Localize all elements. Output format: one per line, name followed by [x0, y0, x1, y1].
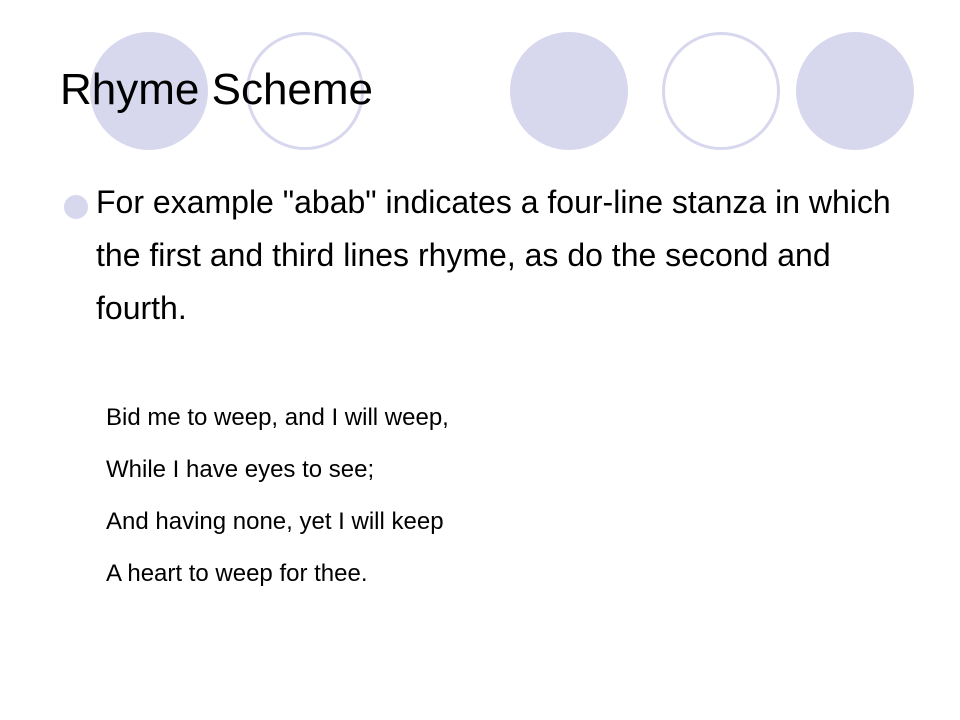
decorative-circle-filled	[796, 32, 914, 150]
poem-stanza	[106, 392, 449, 600]
poem-line: A heart to weep for thee.	[106, 560, 368, 587]
decorative-circle-filled	[510, 32, 628, 150]
poem-line: Bid me to weep, and I will weep,	[106, 404, 449, 431]
bullet-text: For example "abab" indicates a four-line stanza in which the first and third lines rhyme, as do the second and fourth.	[96, 184, 891, 326]
decorative-circle-outline	[662, 32, 780, 150]
poem-line: While I have eyes to see;	[106, 456, 375, 483]
poem-line: And having none, yet I will keep	[106, 508, 444, 535]
slide-title: Rhyme Scheme	[60, 65, 374, 114]
bullet-icon	[64, 195, 88, 219]
